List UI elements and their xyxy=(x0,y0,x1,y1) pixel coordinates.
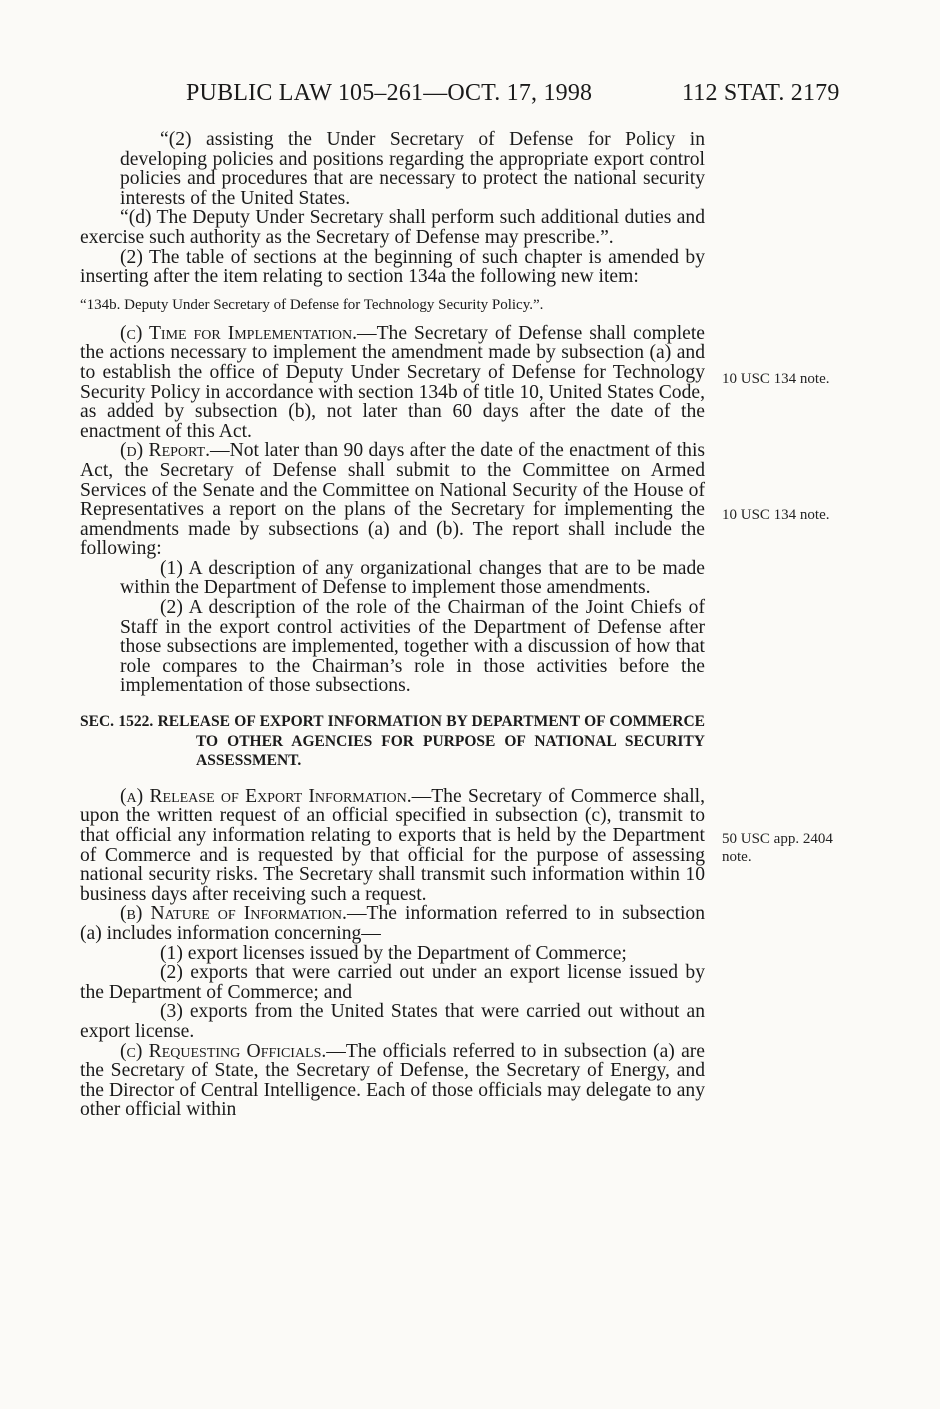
heading-report: (d) Report. xyxy=(120,440,210,462)
margin-note-1: 10 USC 134 note. xyxy=(722,371,830,387)
report-item-2: (2) A description of the role of the Chairman of the Joint Chiefs of Staff in the export control activities of the Department of Defense after those subsections are implemented, together with a discussion of how that role compares to the Chairman’s role in those activities before the implementation of those subsections. xyxy=(120,597,705,697)
paragraph-quote-2: “(2) assisting the Under Secretary of Defense for Policy in developing policies and positions regarding the appropriate export control policies and procedures that are necessary to protect the national security interests of the United States. xyxy=(120,129,705,209)
nature-item-1: (1) export licenses issued by the Department of Commerce; xyxy=(160,942,627,964)
heading-nature-of-information: (b) Nature of Information. xyxy=(120,903,347,925)
report-item-1: (1) A description of any organizational changes that are to be made within the Department of Defense to implement those amendments. xyxy=(120,557,705,599)
paragraph-c-implementation xyxy=(80,324,705,442)
section-1522-heading: SEC. 1522. RELEASE OF EXPORT INFORMATION BY DEPARTMENT OF COMMERCE TO OTHER AGENCIES FOR PURPOSE OF NATIONAL SECURITY ASSESSMENT. xyxy=(80,713,705,770)
paragraph-quote-d: “(d) The Deputy Under Secretary shall perform such additional duties and exercise such authority as the Secretary of Defense may prescribe.”. xyxy=(80,207,705,248)
heading-requesting-officials: (c) Requesting Officials. xyxy=(120,1040,327,1062)
text-report: —Not later than 90 days after the date of the enactment of this Act, the Secretary of Defense shall submit to the Committee on Armed Services of the Senate and the Committee on National Security of the House of Representatives a report on the plans of the Secretary for implementing the amendments made by subsections (a) and (b). The report shall include the following: xyxy=(80,440,706,560)
nature-item-2: (2) exports that were carried out under an export license issued by the Department of Commerce; and xyxy=(80,962,705,1003)
paragraph-d-report xyxy=(80,441,705,559)
paragraph-a-release xyxy=(80,787,705,905)
margin-note-3: 50 USC app. 2404 note. xyxy=(722,831,833,865)
paragraph-c-requesting xyxy=(80,1042,705,1120)
running-header-left: PUBLIC LAW 105–261—OCT. 17, 1998 xyxy=(186,80,593,106)
paragraph-b-nature xyxy=(80,904,705,943)
body-text xyxy=(80,130,705,1120)
running-header-page: 112 STAT. 2179 xyxy=(682,80,840,106)
paragraph-table-amendment: (2) The table of sections at the beginning of such chapter is amended by inserting after the item relating to section 134a the following new item: xyxy=(80,246,705,288)
nature-item-3: (3) exports from the United States that were carried out without an export license. xyxy=(80,1001,705,1042)
heading-time-for-implementation: (c) Time for Implementation. xyxy=(120,322,357,344)
text-requesting-officials: —The officials referred to in subsection (a) are the Secretary of State, the Secretary of Defense, the Secretary of Energy, and the Director of Central Intelligence. Each of those officials may delegate to any other official within xyxy=(80,1040,705,1121)
table-item-134b: “134b. Deputy Under Secretary of Defense for Technology Security Policy.”. xyxy=(80,296,544,313)
margin-note-2: 10 USC 134 note. xyxy=(722,507,830,523)
text-release-of-export-information: —The Secretary of Commerce shall, upon the written request of an official specified in subsection (c), transmit to that official any information relating to exports that is held by the Department of Commerce and is requested by that official for the purpose of assessing national security risks. The Secretary shall transmit such information within 10 business days after receiving such a request. xyxy=(80,785,705,905)
text-time-for-implementation: —The Secretary of Defense shall complete the actions necessary to implement the amendment made by subsection (a) and to establish the office of Deputy Under Secretary of Defense for Technology Security Policy in accordance with section 134b of title 10, United States Code, as added by subsection (b), not later than 60 days after the date of the enactment of this Act. xyxy=(80,322,705,442)
heading-release-of-export-information: (a) Release of Export Information. xyxy=(120,785,412,807)
text-nature-of-information: —The information referred to in subsection (a) includes information concerning— xyxy=(80,903,705,944)
